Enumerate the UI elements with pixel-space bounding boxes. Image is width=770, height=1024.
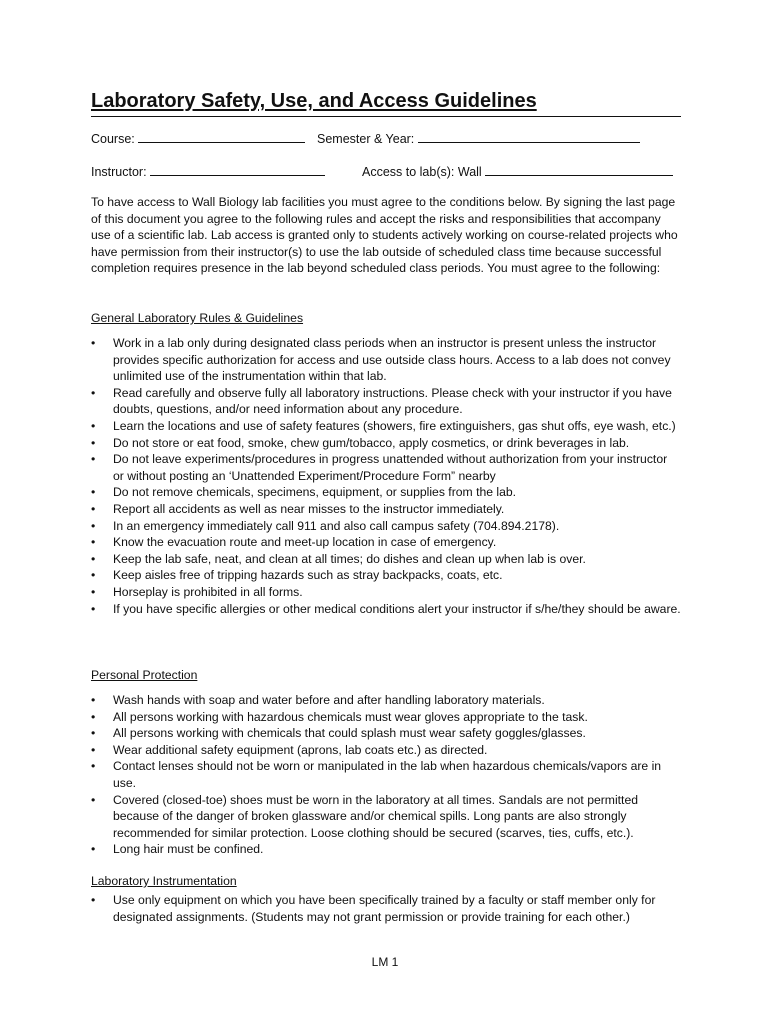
list-item-text: If you have specific allergies or other medical conditions alert your instructor if s/he/they should be aware. [113,601,681,616]
course-field-row [91,130,305,146]
bullet-icon: • [91,693,96,707]
bullet-icon: • [91,709,96,724]
list-item-text: Keep the lab safe, neat, and clean at all times; do dishes and clean up when lab is over. [113,551,586,566]
list-item-text: In an emergency immediately call 911 and also call campus safety (704.894.2178). [113,518,560,533]
section-heading-instrumentation: Laboratory Instrumentation [91,874,237,888]
access-field-row [362,163,673,179]
list-item-text: Work in a lab only during designated class periods when an instructor is present unless the instructor provides specific authorization for access and use outside class hours. Access to a lab does not convey unlimited use of the instrumentation within that lab. [113,336,671,384]
list-item-text: Learn the locations and use of safety features (showers, fire extinguishers, gas shut offs, eye wash, etc.) [113,418,676,433]
list-item-text: Do not store or eat food, smoke, chew gum/tobacco, apply cosmetics, or drink beverages in lab. [113,435,630,450]
list-item-text: All persons working with hazardous chemicals must wear gloves appropriate to the task. [113,709,588,724]
list-item [91,709,681,726]
bullet-icon: • [91,336,96,350]
bullet-icon: • [91,535,96,550]
title-row [91,88,681,117]
bullet-icon: • [91,601,96,616]
list-item [91,435,681,452]
list-item-text: Horseplay is prohibited in all forms. [113,584,303,599]
bullet-icon: • [91,792,96,807]
bullet-icon: • [91,501,96,516]
list-item-text: All persons working with chemicals that could splash must wear safety goggles/glasses. [113,726,586,741]
list-item-text: Know the evacuation route and meet-up location in case of emergency. [113,535,497,550]
bullet-icon: • [91,726,96,741]
list-item [91,534,681,551]
list-item-text: Long hair must be confined. [113,842,264,857]
list-item [91,484,681,501]
list-item [91,418,681,435]
access-blank[interactable] [485,163,673,176]
bullet-icon: • [91,485,96,500]
list-item-text: Do not remove chemicals, specimens, equipment, or supplies from the lab. [113,485,517,500]
semester-field-row [317,130,640,146]
bullet-icon: • [91,518,96,533]
list-item-text: Read carefully and observe fully all laboratory instructions. Please check with your instructor if you have doubts, questions, and/or need information about any procedure. [113,385,672,417]
general-rules-list [91,335,681,617]
page-title: Laboratory Safety, Use, and Access Guidelines [91,90,537,112]
bullet-icon: • [91,742,96,757]
list-item [91,584,681,601]
bullet-icon: • [91,435,96,450]
semester-label: Semester & Year: [317,132,415,146]
list-item [91,742,681,759]
course-blank[interactable] [138,130,305,143]
instructor-field-row [91,163,325,179]
access-label: Access to lab(s): Wall [362,165,482,179]
list-item [91,518,681,535]
bullet-icon: • [91,842,96,857]
instructor-label: Instructor: [91,165,147,179]
list-item-text: Wash hands with soap and water before and after handling laboratory materials. [113,693,545,707]
section-heading-general: General Laboratory Rules & Guidelines [91,311,304,325]
semester-blank[interactable] [418,130,640,143]
course-label: Course: [91,132,135,146]
list-item-text: Wear additional safety equipment (aprons, lab coats etc.) as directed. [113,742,488,757]
personal-protection-list [91,692,681,858]
list-item [91,892,681,925]
bullet-icon: • [91,551,96,566]
bullet-icon: • [91,385,96,400]
list-item [91,551,681,568]
list-item-text: Do not leave experiments/procedures in progress unattended without authorization from your instructor or without posting an ‘Unattended Experiment/Procedure Form” nearby [113,452,668,483]
list-item [91,792,681,842]
list-item [91,841,681,858]
page-footer: LM 1 [371,955,399,969]
list-item [91,758,681,791]
list-item-text: Report all accidents as well as near misses to the instructor immediately. [113,501,505,516]
intro-paragraph: To have access to Wall Biology lab facilities you must agree to the conditions below. By signing the last page of this document you agree to the following rules and accept the risks and responsibilities that accompany use of a scientific lab. Lab access is granted only to students actively working on course-related projects who have permission from their instructor(s) to use the lab outside of scheduled class time because successful completion requires presence in the lab beyond scheduled class periods. You must agree to the following: [91,195,678,276]
list-item [91,335,681,385]
instructor-blank[interactable] [150,163,325,176]
document-page [91,88,681,924]
list-item-text: Covered (closed-toe) shoes must be worn in the laboratory at all times. Sandals are not permitted because of the danger of broken glassware and/or chemical spills. Long pants are also strongly recommended for similar protection. Loose clothing should be secured (scarves, ties, cuffs, etc.). [113,792,638,840]
bullet-icon: • [91,418,96,433]
list-item-text: Use only equipment on which you have been specifically trained by a faculty or staff member only for designated assignments. (Students may not grant permission or provide training for each other.) [113,893,656,924]
bullet-icon: • [91,759,96,774]
list-item-text: Keep aisles free of tripping hazards such as stray backpacks, coats, etc. [113,568,503,583]
list-item [91,601,681,618]
list-item [91,567,681,584]
bullet-icon: • [91,584,96,599]
list-item [91,725,681,742]
list-item-text: Contact lenses should not be worn or manipulated in the lab when hazardous chemicals/vapors are in use. [113,759,662,790]
bullet-icon: • [91,568,96,583]
list-item [91,501,681,518]
list-item [91,385,681,418]
instrumentation-list [91,892,681,925]
bullet-icon: • [91,893,96,907]
bullet-icon: • [91,452,96,467]
list-item [91,451,681,484]
list-item [91,692,681,709]
section-heading-personal-protection: Personal Protection [91,668,198,682]
